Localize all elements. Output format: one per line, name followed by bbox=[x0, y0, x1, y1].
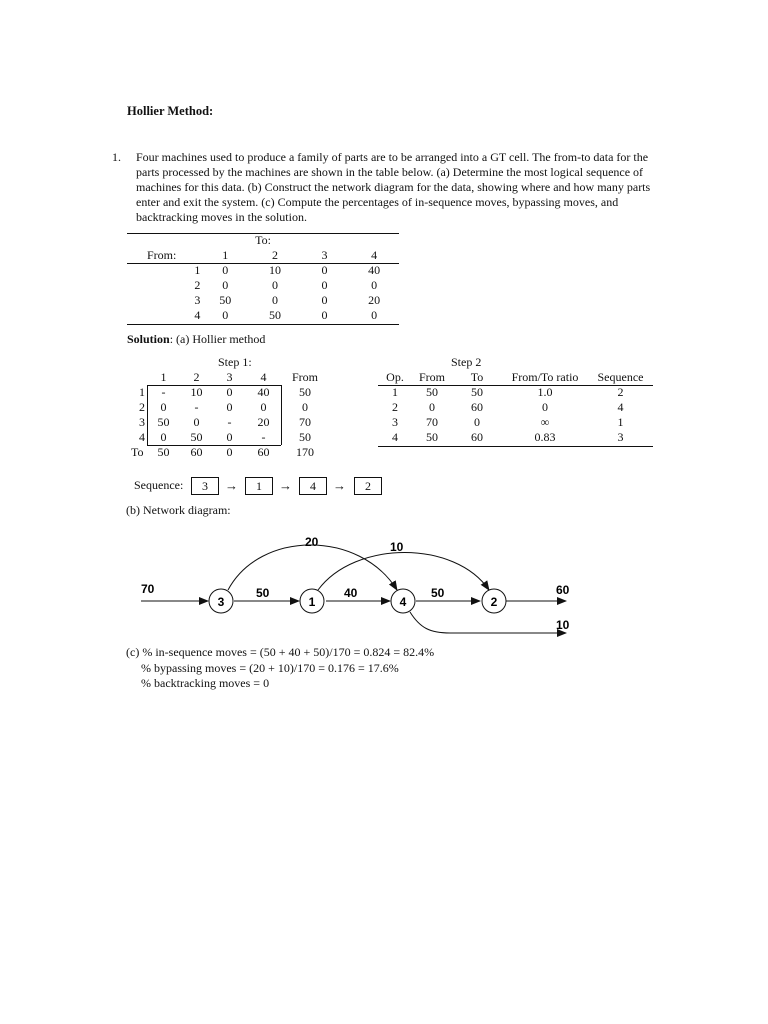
node-label: 4 bbox=[399, 595, 407, 609]
row-label: 4 bbox=[139, 430, 145, 444]
matrix-cell: 20 bbox=[257, 415, 270, 429]
matrix-cell: 50 bbox=[157, 415, 170, 429]
row-label: To bbox=[131, 445, 144, 459]
table-cell: 50 bbox=[219, 293, 232, 307]
flow-label: 50 bbox=[256, 586, 270, 600]
matrix-cell: 50 bbox=[190, 430, 203, 444]
flow-label: 20 bbox=[305, 535, 319, 549]
table-cell: 50 bbox=[269, 308, 282, 322]
table-cell: 0 bbox=[222, 263, 229, 277]
column-header: 2 bbox=[272, 248, 279, 262]
matrix-cell: 0 bbox=[260, 400, 267, 414]
table-cell: 2 bbox=[617, 385, 624, 399]
matrix-cell: 70 bbox=[299, 415, 311, 429]
table-cell: ∞ bbox=[540, 415, 550, 429]
node-label: 2 bbox=[490, 595, 498, 609]
table-cell: 40 bbox=[368, 263, 381, 277]
row-label: 4 bbox=[194, 308, 201, 322]
flow-label: 70 bbox=[141, 582, 155, 596]
column-header: 2 bbox=[193, 370, 200, 384]
matrix-cell: - bbox=[261, 430, 266, 444]
bypass-arc bbox=[318, 553, 489, 591]
matrix-cell: 0 bbox=[226, 445, 233, 459]
column-header: From bbox=[418, 370, 445, 384]
matrix-cell: 0 bbox=[226, 385, 233, 399]
flow-label: 60 bbox=[556, 583, 570, 597]
network-diagram-label: (b) Network diagram: bbox=[126, 503, 231, 517]
table-cell: 4 bbox=[392, 430, 398, 444]
table-cell: 0 bbox=[321, 293, 328, 307]
from-label: From: bbox=[147, 248, 177, 262]
row-label: 2 bbox=[139, 400, 145, 414]
column-header: 1 bbox=[160, 370, 167, 384]
row-label: 3 bbox=[139, 415, 145, 429]
table-cell: 1.0 bbox=[537, 385, 553, 399]
matrix-cell: 0 bbox=[226, 400, 233, 414]
row-label: 3 bbox=[194, 293, 201, 307]
matrix-cell: 40 bbox=[257, 385, 270, 399]
table-cell: 50 bbox=[426, 385, 438, 399]
sequence-box: 4 bbox=[299, 477, 327, 495]
sequence-box: 3 bbox=[191, 477, 219, 495]
node-label: 1 bbox=[308, 595, 316, 609]
column-header: 3 bbox=[321, 248, 328, 262]
table-cell: 0.83 bbox=[534, 430, 556, 444]
table-cell: 0 bbox=[371, 278, 378, 292]
right-arrow-icon: → bbox=[333, 478, 346, 493]
right-arrow-icon: → bbox=[279, 478, 292, 493]
table-cell: 4 bbox=[617, 400, 624, 414]
column-header: Op. bbox=[386, 370, 404, 384]
column-header: 3 bbox=[226, 370, 233, 384]
table-cell: 0 bbox=[542, 400, 548, 414]
matrix-cell: - bbox=[227, 415, 232, 429]
table-cell: 0 bbox=[321, 263, 328, 277]
table-cell: 70 bbox=[426, 415, 438, 429]
problem-line: Four machines used to produce a family of parts are to be arranged into a GT cell. The from-to data for the bbox=[136, 150, 649, 164]
problem-line: enter and exit the system. (c) Compute the percentages of in-sequence moves, bypassing moves, and bbox=[136, 195, 619, 209]
matrix-cell: - bbox=[161, 385, 166, 399]
table-cell: 0 bbox=[321, 278, 328, 292]
matrix-cell: 0 bbox=[226, 430, 233, 444]
to-label: To: bbox=[255, 233, 271, 247]
problem-number: 1. bbox=[112, 150, 121, 164]
table-cell: 3 bbox=[392, 415, 398, 429]
table-cell: 50 bbox=[471, 385, 483, 399]
table-cell: 0 bbox=[429, 400, 435, 414]
exit-arrow bbox=[410, 612, 566, 633]
table-cell: 2 bbox=[392, 400, 398, 414]
column-header: 1 bbox=[222, 248, 229, 262]
matrix-cell: 60 bbox=[257, 445, 270, 459]
results-line: % bypassing moves = (20 + 10)/170 = 0.176 = 17.6% bbox=[141, 661, 399, 675]
table-cell: 0 bbox=[321, 308, 328, 322]
matrix-cell: 0 bbox=[302, 400, 308, 414]
flow-label: 50 bbox=[431, 586, 445, 600]
matrix-cell: 170 bbox=[296, 445, 314, 459]
sequence-box: 2 bbox=[354, 477, 382, 495]
results-line: (c) % in-sequence moves = (50 + 40 + 50)/170 = 0.824 = 82.4% bbox=[126, 645, 435, 659]
document-title: Hollier Method: bbox=[127, 104, 214, 118]
table-cell: 0 bbox=[272, 293, 279, 307]
matrix-cell: 60 bbox=[190, 445, 203, 459]
table-cell: 20 bbox=[368, 293, 381, 307]
table-cell: 60 bbox=[471, 430, 483, 444]
column-header: 4 bbox=[371, 248, 378, 262]
problem-line: machines for this data. (b) Construct the network diagram for the data, showing where and how many parts bbox=[136, 180, 651, 194]
flow-label: 40 bbox=[344, 586, 358, 600]
problem-line: backtracking moves in the solution. bbox=[136, 210, 307, 224]
table-cell: 60 bbox=[471, 400, 483, 414]
matrix-cell: - bbox=[194, 400, 199, 414]
table-cell: 0 bbox=[272, 278, 279, 292]
bypass-arc bbox=[228, 545, 397, 590]
column-header: Sequence bbox=[597, 370, 644, 384]
column-header: From bbox=[291, 370, 318, 384]
step1-title: Step 1: bbox=[218, 355, 252, 369]
table-cell: 3 bbox=[617, 430, 624, 444]
table-cell: 0 bbox=[222, 278, 229, 292]
table-cell: 50 bbox=[426, 430, 438, 444]
flow-label: 10 bbox=[556, 618, 570, 632]
matrix-cell: 10 bbox=[190, 385, 203, 399]
table-cell: 1 bbox=[617, 415, 624, 429]
table-cell: 0 bbox=[222, 308, 229, 322]
table-cell: 10 bbox=[269, 263, 282, 277]
matrix-cell: 0 bbox=[160, 430, 167, 444]
table-cell: 1 bbox=[392, 385, 398, 399]
matrix-cell: 50 bbox=[299, 430, 311, 444]
matrix-cell: 50 bbox=[157, 445, 170, 459]
table-cell: 0 bbox=[371, 308, 378, 322]
table-cell: 0 bbox=[474, 415, 480, 429]
results-line: % backtracking moves = 0 bbox=[141, 676, 270, 690]
row-label: 2 bbox=[194, 278, 201, 292]
matrix-cell: 50 bbox=[299, 385, 311, 399]
problem-line: parts processed by the machines are shown in the table below. (a) Determine the most logical sequence of bbox=[136, 165, 644, 179]
row-label: 1 bbox=[194, 263, 201, 277]
row-label: 1 bbox=[139, 385, 145, 399]
node-label: 3 bbox=[217, 595, 225, 609]
column-header: 4 bbox=[260, 370, 267, 384]
matrix-cell: 0 bbox=[160, 400, 167, 414]
right-arrow-icon: → bbox=[225, 478, 238, 493]
solution-label: Solution: (a) Hollier method bbox=[127, 332, 266, 346]
sequence-label: Sequence: bbox=[134, 478, 184, 492]
column-header: To bbox=[470, 370, 484, 384]
column-header: From/To ratio bbox=[511, 370, 579, 384]
flow-label: 10 bbox=[390, 540, 404, 554]
matrix-cell: 0 bbox=[193, 415, 200, 429]
step2-title: Step 2 bbox=[451, 355, 482, 369]
sequence-box: 1 bbox=[245, 477, 273, 495]
